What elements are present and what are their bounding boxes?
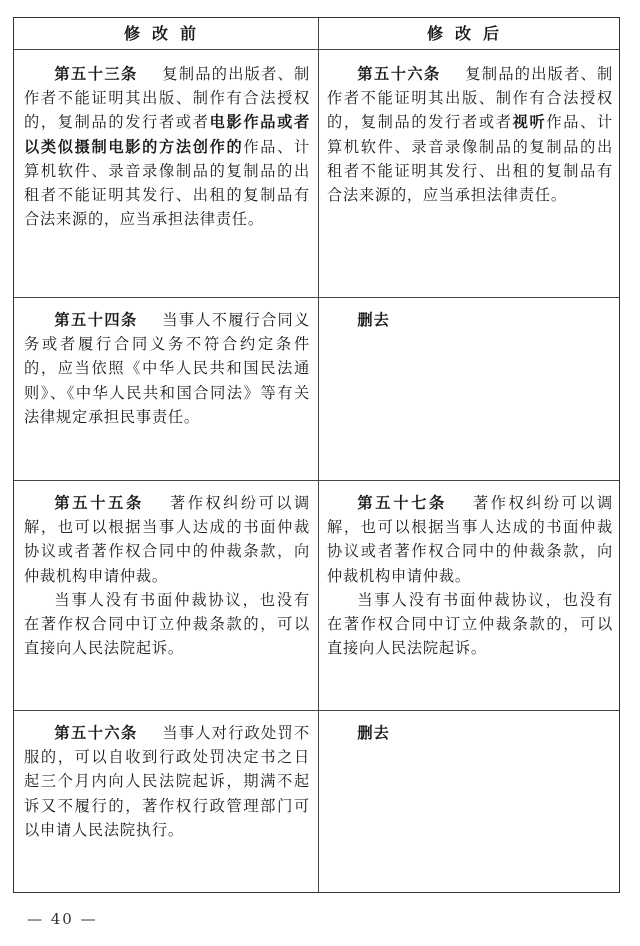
article-text: 著作权纠纷可以调解，也可以根据当事人达成的书面仲裁协议或者著作权合同中的仲裁条款，向仲裁机构申请仲裁。 xyxy=(327,494,613,585)
header-after: 修改后 xyxy=(426,24,511,43)
article-text: 当事人没有书面仲裁协议，也没有在著作权合同中订立仲裁条款的，可以直接向人民法院起诉。 xyxy=(24,590,310,658)
article-text: 复制品的出版者、制作者不能证明其出版、制作有合法授权的，复制品的发行者或者 xyxy=(327,65,613,132)
row2-after xyxy=(327,308,613,332)
article-text: 当事人没有书面仲裁协议，也没有在著作权合同中订立仲裁条款的，可以直接向人民法院起诉。 xyxy=(327,590,613,658)
article-text: 著作权纠纷可以调解，也可以根据当事人达成的书面仲裁协议或者著作权合同中的仲裁条款，向仲裁机构申请仲裁。 xyxy=(24,494,310,585)
article-number: 第五十三条 xyxy=(54,65,138,83)
comparison-table xyxy=(13,17,620,893)
article-text: 作品、计算机软件、录音录像制品的复制品的出租者不能证明其发行、出租的复制品有合法来源的，应当承担法律责任。 xyxy=(327,113,613,205)
row-divider xyxy=(14,480,619,481)
row-divider xyxy=(14,297,619,298)
article-text: 复制品的出版者、制作者不能证明其出版、制作有合法授权的，复制品的发行者或者 xyxy=(24,65,310,132)
article-text-bold: 电影作品或者以类似摄制电影的方法创作的 xyxy=(24,113,310,156)
deleted-label: 删去 xyxy=(357,724,390,742)
article-text: 当事人对行政处罚不服的，可以自收到行政处罚决定书之日起三个月内向人民法院起诉，期满不起诉又不履行的，著作权行政管理部门可以申请人民法院执行。 xyxy=(24,724,310,839)
article-number: 第五十六条 xyxy=(54,724,138,742)
column-divider xyxy=(318,18,319,892)
article-text-bold: 视听 xyxy=(512,113,547,132)
article-number: 第五十七条 xyxy=(357,494,447,512)
row1-after xyxy=(327,62,613,207)
article-text: 作品、计算机软件、录音录像制品的复制品的出租者不能证明其发行、出租的复制品有合法来源的，应当承担法律责任。 xyxy=(24,137,311,229)
deleted-label: 删去 xyxy=(357,311,390,329)
row2-before xyxy=(24,308,310,429)
row4-after xyxy=(327,721,613,745)
page-number: — 40 — xyxy=(27,910,98,928)
article-number: 第五十六条 xyxy=(357,65,441,83)
row3-before xyxy=(24,491,310,660)
row3-after xyxy=(327,491,613,660)
article-text: 当事人不履行合同义务或者履行合同义务不符合约定条件的，应当依照《中华人民共和国民法通则》、《中华人民共和国合同法》等有关法律规定承担民事责任。 xyxy=(24,311,310,426)
row-divider xyxy=(14,710,619,711)
header-divider xyxy=(14,49,619,50)
article-number: 第五十五条 xyxy=(54,494,144,512)
row1-before xyxy=(24,62,310,231)
article-number: 第五十四条 xyxy=(54,311,138,329)
row4-before xyxy=(24,721,310,842)
header-before: 修改前 xyxy=(123,24,208,43)
